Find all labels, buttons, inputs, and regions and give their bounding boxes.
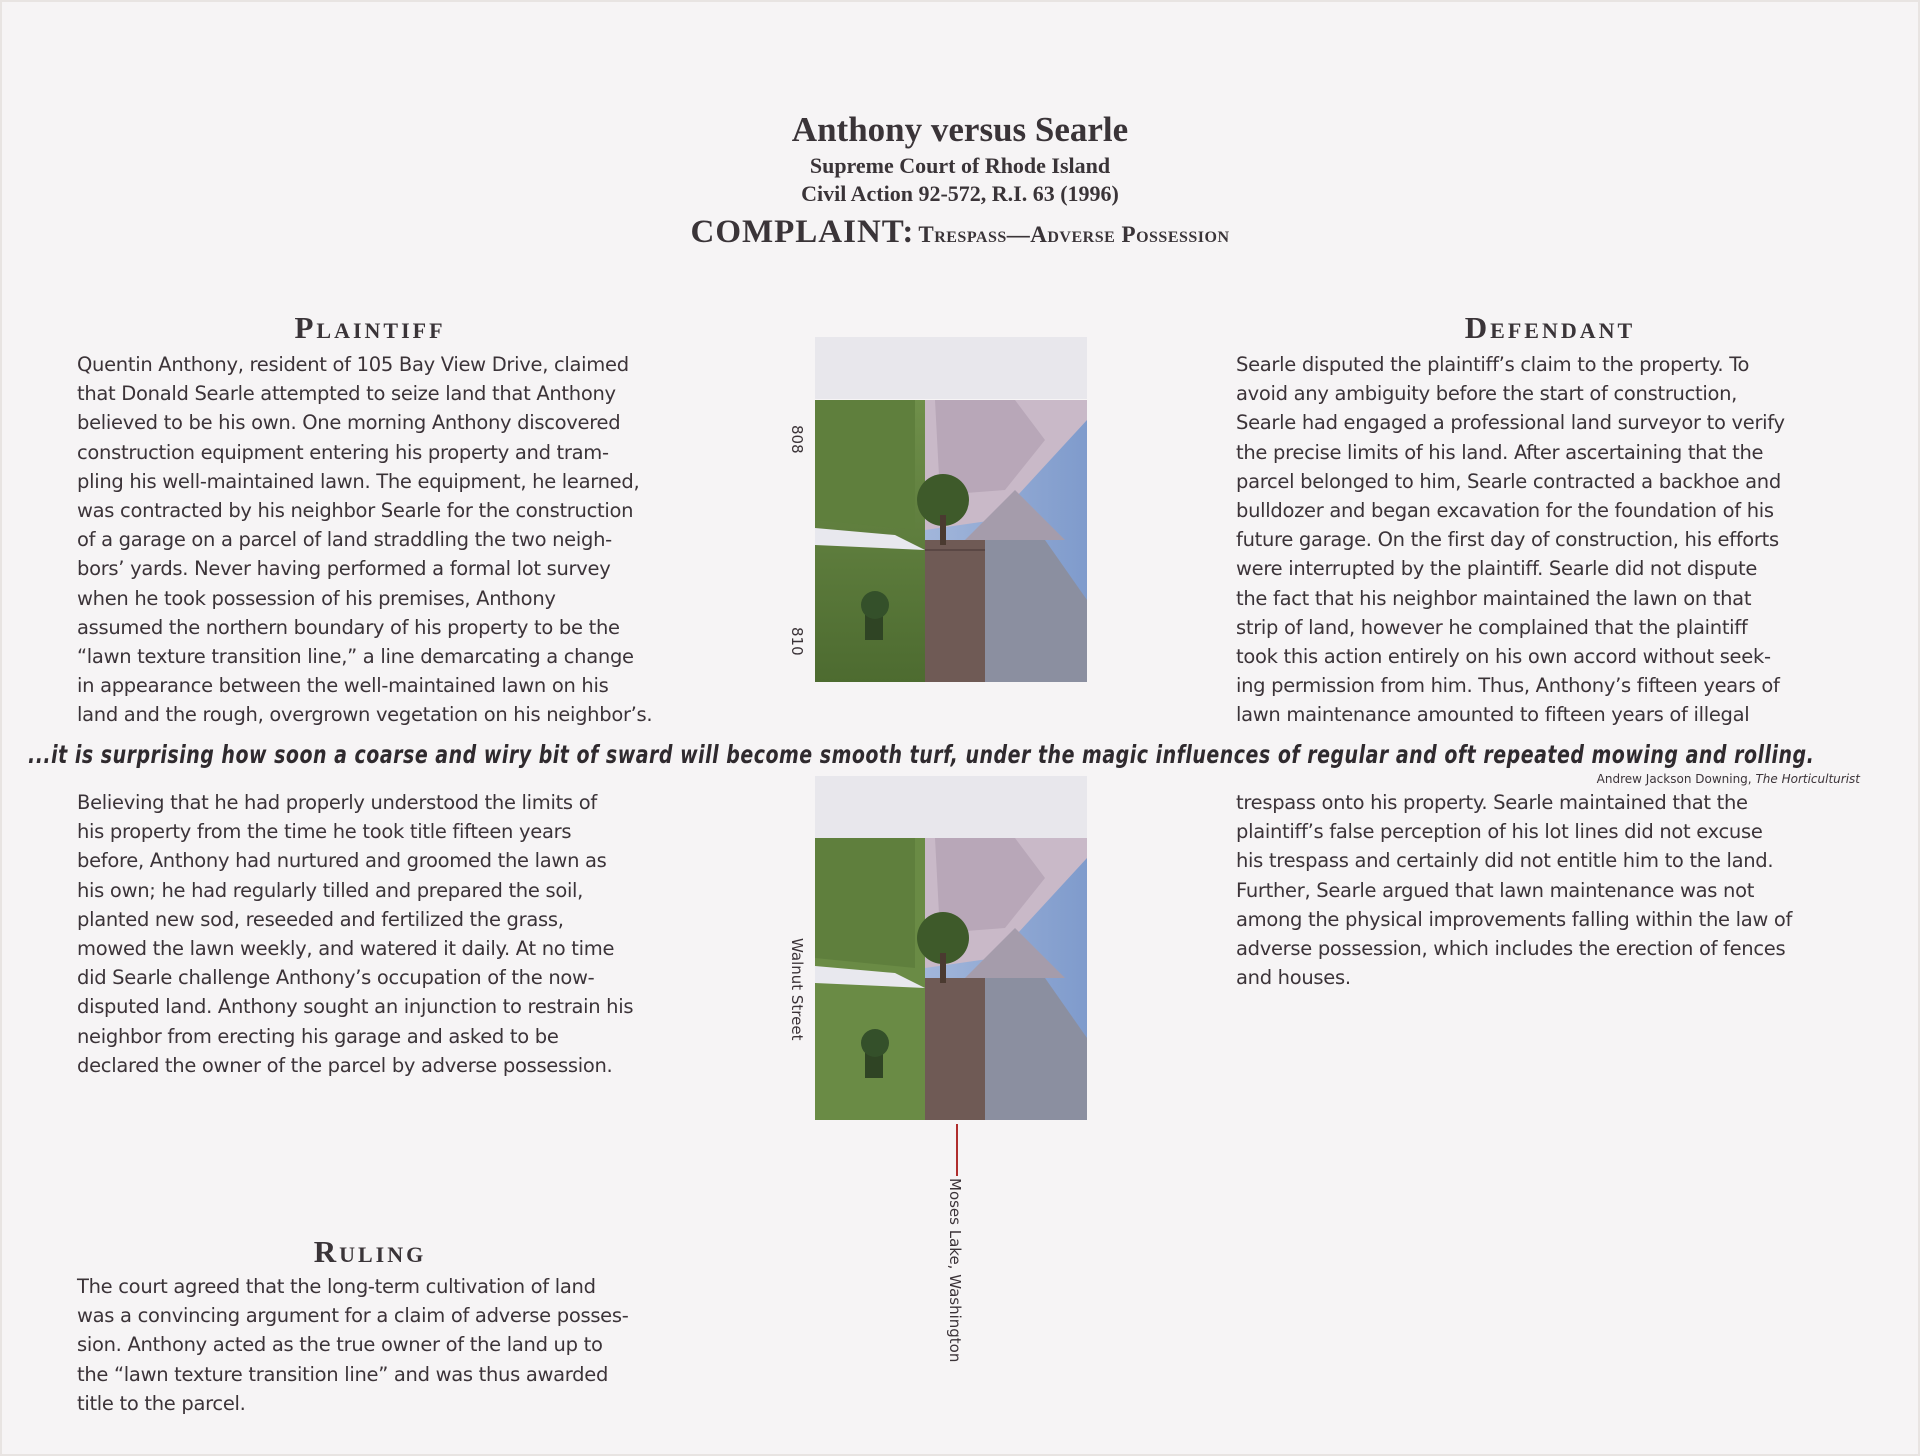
house-number-810: 810	[788, 627, 806, 656]
house-photo-top	[815, 400, 1087, 682]
court-name: Supreme Court of Rhode Island	[809, 153, 1111, 178]
defendant-paragraph-1: Searle disputed the plaintiff’s claim to the property. To avoid any ambiguity before the start of construction, Searle had engaged a professional land surveyor to verify the precise limits of his land. After ascertaining that the parcel belonged to him, Searle contracted a backhoe and bulldozer and began excavation for the foundation of his future garage. On the first day of construction, his efforts were interrupted by the plaintiff. Searle did not dispute the fact that his neighbor maintained the lawn on that strip of land, however he complained that the plaintiff took this action entirely on his own accord without seek- ing permission from him. Thus, Anthony’s fifteen years of lawn maintenance amounted to fifteen years of illegal	[1236, 353, 1785, 727]
quote-source: The Horticulturist	[1755, 772, 1860, 786]
street-label: Walnut Street	[788, 938, 806, 1041]
photo-top-shadow	[815, 337, 1087, 399]
location-label: Moses Lake, Washington	[946, 1178, 964, 1363]
ruling-paragraph: The court agreed that the long-term cultivation of land was a convincing argument for a claim of adverse posses- sion. Anthony acted as the true owner of the land up to the “lawn texture transition line” and was thus awarded title to the parcel.	[77, 1275, 629, 1415]
photo-bottom-shadow	[815, 776, 1087, 838]
document-header	[0, 108, 1920, 258]
plaintiff-paragraph-2: Believing that he had properly understood the limits of his property from the time he took title fifteen years before, Anthony had nurtured and groomed the lawn as his own; he had regularly tilled and prepared the soil, planted new sod, reseeded and fertilized the grass, mowed the lawn weekly, and watered it daily. At no time did Searle challenge Anthony’s occupation of the now- disputed land. Anthony sought an injunction to restrain his neighbor from erecting his garage and asked to be declared the owner of the parcel by adverse possession.	[77, 791, 634, 1077]
house-lawn-image-2	[815, 838, 1087, 1120]
complaint-line	[0, 212, 1920, 258]
plaintiff-heading: Plaintiff	[294, 310, 446, 345]
quote-author: Andrew Jackson Downing,	[1596, 772, 1752, 786]
case-title: Anthony versus Searle	[791, 110, 1129, 149]
pull-quote: ...it is surprising how soon a coarse and wiry bit of sward will become smooth turf, under the magic influences of regular and oft repeated mowing and rolling.	[28, 740, 1815, 769]
case-citation: Civil Action 92-572, R.I. 63 (1996)	[801, 181, 1119, 206]
complaint-type: Trespass—Adverse Possession	[918, 222, 1230, 247]
defendant-paragraph-2: trespass onto his property. Searle maintained that the plaintiff’s false perception of his lot lines did not excuse his trespass and certainly did not entitle him to the land. Further, Searle argued that lawn maintenance was not among the physical improvements falling within the law of adverse possession, which includes the erection of fences and houses.	[1236, 791, 1793, 990]
house-number-808: 808	[788, 425, 806, 454]
complaint-label: COMPLAINT:	[690, 214, 915, 250]
quote-attribution	[1597, 772, 1860, 786]
defendant-heading: Defendant	[1464, 310, 1636, 345]
location-marker-line	[956, 1124, 958, 1176]
plaintiff-paragraph-1: Quentin Anthony, resident of 105 Bay View Drive, claimed that Donald Searle attempted to seize land that Anthony believed to be his own. One morning Anthony discovered construction equipment entering his property and tram- pling his well-maintained lawn. The equipment, he learned, was contracted by his neighbor Searle for the construction of a garage on a parcel of land straddling the two neigh- bors’ yards. Never having performed a formal lot survey when he took possession of his premises, Anthony assumed the northern boundary of his property to be the “lawn texture transition line,” a line demarcating a change in appearance between the well-maintained lawn on his land and the rough, overgrown vegetation on his neighbor’s.	[77, 353, 653, 727]
house-photo-bottom	[815, 838, 1087, 1120]
ruling-heading: Ruling	[313, 1234, 427, 1269]
house-lawn-image	[815, 400, 1087, 682]
